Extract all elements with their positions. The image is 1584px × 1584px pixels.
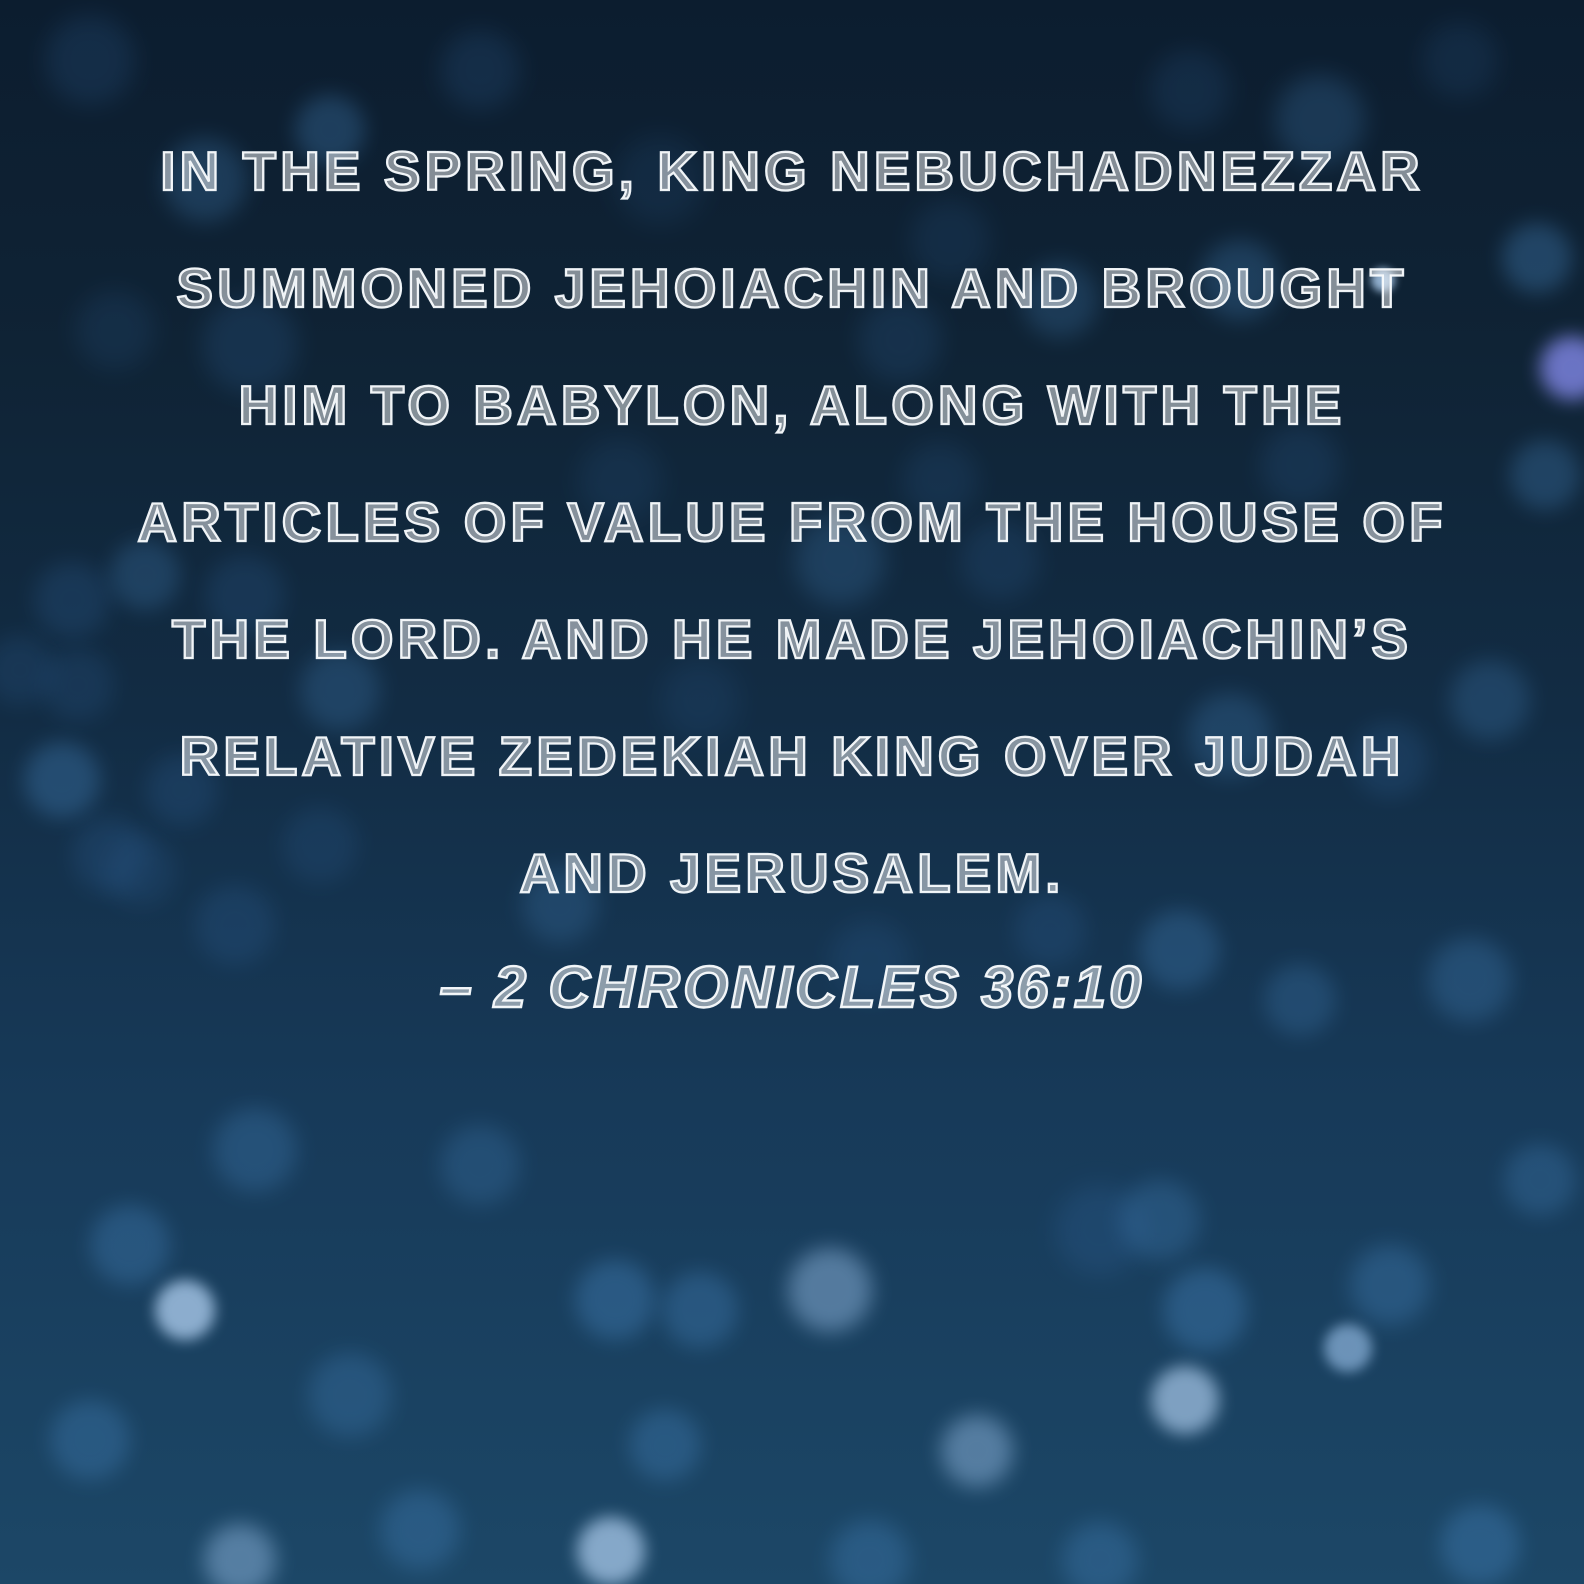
bokeh-dot	[90, 1205, 170, 1285]
verse-line: THE LORD. AND HE MADE JEHOIACHIN’S	[171, 608, 1413, 670]
verse-line: HIM TO BABYLON, ALONG WITH THE	[238, 374, 1346, 436]
bokeh-dot	[155, 1280, 215, 1340]
bokeh-dot	[788, 1248, 872, 1332]
bokeh-dot	[1151, 1366, 1219, 1434]
bokeh-dot	[204, 1524, 276, 1584]
bokeh-dot	[45, 15, 135, 105]
bokeh-dot	[575, 1260, 655, 1340]
bokeh-dot	[308, 1353, 392, 1437]
bokeh-dot	[1440, 1505, 1520, 1584]
bokeh-dot	[629, 1409, 701, 1481]
bokeh-dot	[1120, 1180, 1200, 1260]
bokeh-dot	[941, 1415, 1013, 1487]
verse-line: RELATIVE ZEDEKIAH KING OVER JUDAH	[179, 725, 1405, 787]
verse-line: AND JERUSALEM.	[519, 842, 1065, 904]
bokeh-dot	[662, 1272, 738, 1348]
bokeh-dot	[1163, 1268, 1247, 1352]
verse-line: SUMMONED JEHOIACHIN AND BROUGHT	[176, 257, 1408, 319]
bokeh-dot	[1504, 1144, 1576, 1216]
bokeh-dot	[1422, 22, 1498, 98]
verse-reference: – 2 CHRONICLES 36:10	[439, 955, 1145, 1020]
bokeh-dot	[440, 30, 520, 110]
bokeh-dot	[50, 1400, 130, 1480]
bokeh-dot	[1062, 1522, 1138, 1584]
bokeh-dot	[577, 1517, 645, 1584]
bokeh-dot	[380, 1490, 460, 1570]
bokeh-dot	[1350, 1245, 1430, 1325]
bokeh-dot	[440, 1125, 520, 1205]
bokeh-dot	[1324, 1324, 1372, 1372]
verse-line: IN THE SPRING, KING NEBUCHADNEZZAR	[160, 140, 1424, 202]
verse-line: ARTICLES OF VALUE FROM THE HOUSE OF	[137, 491, 1447, 553]
verse-text-block	[0, 113, 1584, 1049]
bokeh-dot	[830, 1520, 910, 1584]
bokeh-dot	[213, 1108, 297, 1192]
